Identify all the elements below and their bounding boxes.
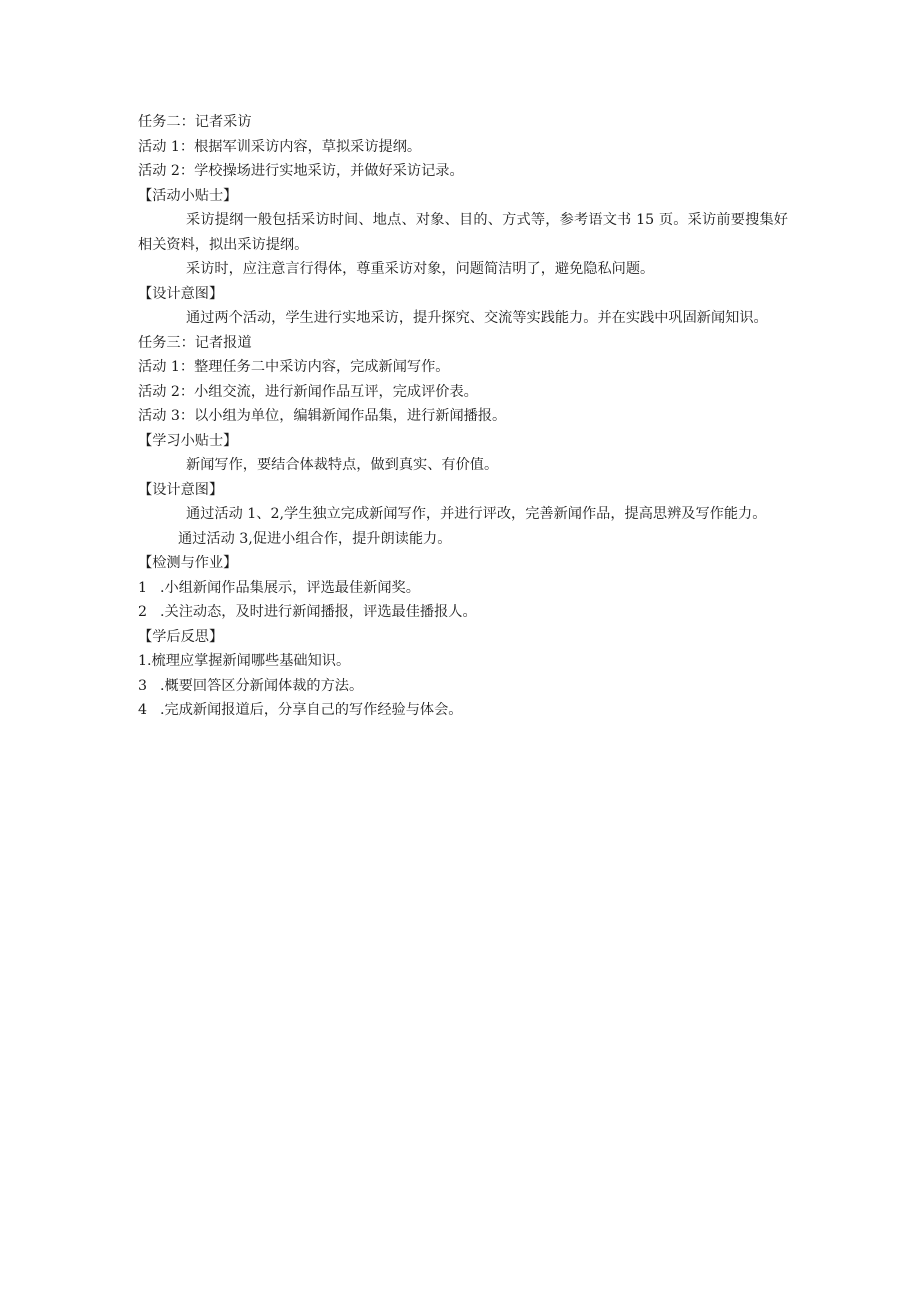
homework-heading: 【检测与作业】 — [138, 555, 238, 571]
homework-item-number: 2 — [138, 604, 148, 620]
task3-design-paragraph-2: 通过活动 3,促进小组合作，提升朗读能力。 — [178, 530, 452, 547]
homework-item-number: 1 — [138, 579, 148, 596]
task3-tips-paragraph: 新闻写作，要结合体裁特点，做到真实、有价值。 — [186, 457, 499, 473]
document-body — [138, 110, 788, 723]
reflection-item-1: 1.梳理应掌握新闻哪些基础知识。 — [138, 653, 351, 669]
task2-tips-heading: 【活动小贴士】 — [138, 187, 238, 204]
homework-item-text: .关注动态，及时进行新闻播报，评选最佳播报人。 — [160, 604, 477, 620]
task3-tips-heading: 【学习小贴士】 — [138, 432, 238, 449]
task2-design-heading: 【设计意图】 — [138, 285, 224, 302]
task2-design-paragraph: 通过两个活动，学生进行实地采访，提升探究、交流等实践能力。并在实践中巩固新闻知识。 — [186, 310, 768, 326]
task2-title: 任务二：记者采访 — [138, 114, 252, 130]
task2-tips-paragraph-1: 采访提纲一般包括采访时间、地点、对象、目的、方式等，参考语文书 15 页。采访前要搜集好相关资料，拟出采访提纲。 — [138, 212, 788, 253]
task3-activity3: 活动 3：以小组为单位，编辑新闻作品集，进行新闻播报。 — [138, 408, 507, 424]
homework-item-text: .小组新闻作品集展示，评选最佳新闻奖。 — [160, 579, 420, 596]
task3-design-heading: 【设计意图】 — [138, 481, 224, 498]
homework-item — [138, 576, 788, 601]
reflection-item — [138, 674, 788, 699]
task3-activity1: 活动 1：整理任务二中采访内容，完成新闻写作。 — [138, 359, 450, 375]
reflection-item — [138, 698, 788, 723]
task3-activity2: 活动 2：小组交流，进行新闻作品互评，完成评价表。 — [138, 383, 478, 400]
homework-item — [138, 600, 788, 625]
reflection-item-number: 4 — [138, 702, 148, 718]
reflection-item-number: 3 — [138, 677, 148, 694]
task2-tips-paragraph-2: 采访时，应注意言行得体，尊重采访对象，问题简洁明了，避免隐私问题。 — [186, 261, 655, 277]
task3-design-paragraph-1: 通过活动 1、2,学生独立完成新闻写作，并进行评改，完善新闻作品，提高思辨及写作能力。 — [186, 506, 767, 522]
reflection-item-text: .完成新闻报道后，分享自己的写作经验与体会。 — [160, 702, 463, 718]
task2-activity1: 活动 1：根据军训采访内容，草拟采访提纲。 — [138, 138, 422, 155]
reflection-item-text: .概要回答区分新闻体裁的方法。 — [160, 677, 364, 694]
task3-title: 任务三：记者报道 — [138, 334, 252, 351]
reflection-heading: 【学后反思】 — [138, 628, 224, 645]
task2-activity2: 活动 2：学校操场进行实地采访，并做好采访记录。 — [138, 163, 464, 179]
